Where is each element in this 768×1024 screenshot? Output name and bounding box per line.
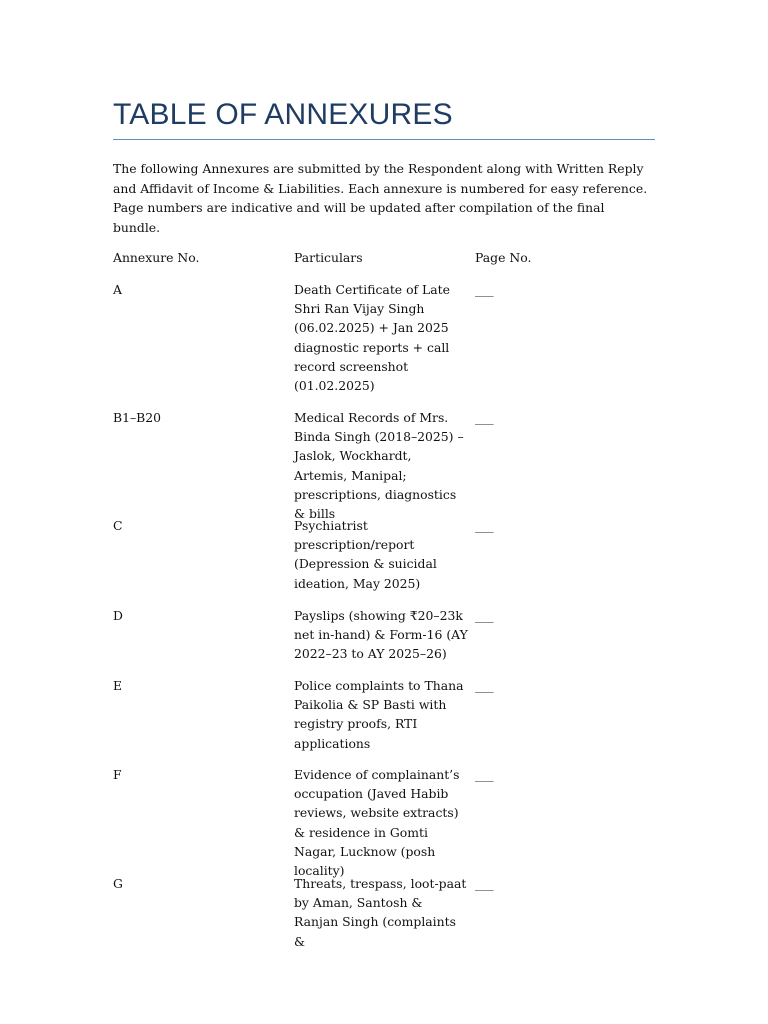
- annexure-no-cell: G: [113, 876, 123, 891]
- page-no-cell: ___: [475, 518, 494, 533]
- page-no-cell: ___: [475, 410, 494, 425]
- annexure-no-cell: E: [113, 678, 123, 693]
- annexure-no-cell: A: [113, 282, 122, 297]
- particulars-cell: Police complaints to Thana Paikolia & SP Basti with registry proofs, RTI applications: [294, 678, 464, 751]
- particulars-cell: Psychiatrist prescription/report (Depression & suicidal ideation, May 2025): [294, 518, 437, 591]
- particulars-cell: Payslips (showing ₹20–23k net in-hand) & Form-16 (AY 2022–23 to AY 2025–26): [294, 608, 468, 662]
- particulars-cell: Evidence of complainant’s occupation (Javed Habib reviews, website extracts) & residence in Gomti Nagar, Lucknow (posh locality): [294, 767, 460, 879]
- page-title: TABLE OF ANNEXURES: [113, 98, 453, 131]
- particulars-cell: Death Certificate of Late Shri Ran Vijay Singh (06.02.2025) + Jan 2025 diagnostic reports + call record screenshot (01.02.2025): [294, 282, 450, 394]
- page-no-cell: ___: [475, 678, 494, 693]
- particulars-cell: Medical Records of Mrs. Binda Singh (2018–2025) – Jaslok, Wockhardt, Artemis, Manipal; prescriptions, diagnostics & bills: [294, 410, 464, 522]
- header-annexure-no: Annexure No.: [113, 250, 200, 265]
- page-no-cell: ___: [475, 282, 494, 297]
- particulars-cell: Threats, trespass, loot-paat by Aman, Santosh & Ranjan Singh (complaints &: [294, 876, 467, 949]
- annexure-no-cell: D: [113, 608, 123, 623]
- annexure-no-cell: F: [113, 767, 122, 782]
- title-underline: [113, 139, 655, 140]
- page-no-cell: ___: [475, 608, 494, 623]
- page-no-cell: ___: [475, 876, 494, 891]
- intro-paragraph: The following Annexures are submitted by the Respondent along with Written Reply and Affidavit of Income & Liabilities. Each annexure is numbered for easy reference. Page numbers are indicative and will be updated after compilation of the final bundle.: [113, 161, 648, 235]
- annexure-no-cell: B1–B20: [113, 410, 162, 425]
- header-page-no: Page No.: [475, 250, 532, 265]
- page-no-cell: ___: [475, 767, 494, 782]
- header-particulars: Particulars: [294, 250, 363, 265]
- annexure-no-cell: C: [113, 518, 123, 533]
